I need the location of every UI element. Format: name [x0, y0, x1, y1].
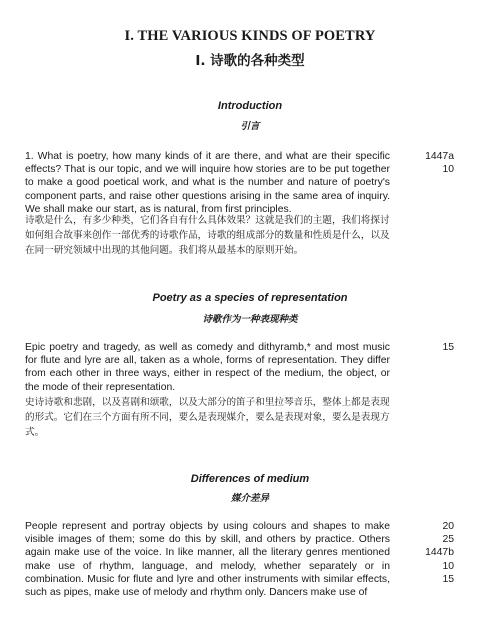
margin-ref: 15	[442, 573, 454, 585]
margin-ref: 1447a	[425, 151, 454, 162]
margin-ref: 25	[442, 534, 454, 546]
section-heading-introduction-en: Introduction	[217, 100, 283, 112]
paragraph-medium-en: People represent and portray objects by using colours and shapes to make visible images of them; some do this by skill, and others by practice. Others again make use of the voice. In like manner, all the literary genres mentioned make use of rhythm, language, and melody, whether separately or in combination. Music for flute and lyre and other instruments with similar effects, such as pipes, make use of melody and rhythm only. Dancers make use of	[25, 521, 390, 599]
section-heading-introduction-zh: 引言	[240, 121, 260, 132]
margin-ref: 10	[442, 164, 454, 176]
paragraph-introduction-en: 1. What is poetry, how many kinds of it are there, and what are their specific effects? That is our topic, and we will inquire how stories are to be put together to make a good poetical work, and what is the number and nature of poetry's component parts, and raise other questions arising in the same area of inquiry. We shall make our start, as is natural, from first principles.	[25, 151, 390, 215]
margin-ref: 20	[442, 521, 454, 532]
section-heading-representation-zh: 诗歌作为一种表现种类	[202, 314, 298, 325]
chapter-title-en: I. THE VARIOUS KINDS OF POETRY	[124, 28, 376, 44]
margin-refs-introduction	[404, 150, 454, 176]
chapter-title-zh: I. 诗歌的各种类型	[195, 53, 305, 69]
margin-refs-medium	[404, 520, 454, 586]
margin-ref: 1447b	[425, 547, 454, 559]
section-heading-medium-zh: 媒介差异	[230, 493, 269, 504]
paragraph-representation-en: Epic poetry and tragedy, as well as comedy and dithyramb,* and most music for flute and lyre are all, taken as a whole, forms of representation. They differ from each other in three ways, either in respect of the medium, the object, or the mode of their representation.	[25, 342, 390, 393]
paragraph-introduction-zh: 诗歌是什么，有多少种类，它们各自有什么具体效果？这就是我们的主题，我们将探讨如何组合故事来创作一部优秀的诗歌作品，诗歌的组成部分的数量和性质是什么，以及在同一研究领域中出现的其他问题。我们将从最基本的原则开始。	[25, 215, 390, 256]
margin-refs-representation	[404, 341, 454, 354]
margin-ref: 10	[442, 560, 454, 572]
margin-ref: 15	[442, 342, 454, 353]
section-heading-representation-en: Poetry as a species of representation	[152, 292, 348, 304]
paragraph-representation-zh: 史诗诗歌和悲剧，以及喜剧和颂歌，以及大部分的笛子和里拉琴音乐，整体上都是表现的形式。它们在三个方面有所不同，要么是表现媒介，要么是表现对象，要么是表现方式。	[25, 397, 390, 438]
section-heading-medium-en: Differences of medium	[190, 473, 310, 485]
